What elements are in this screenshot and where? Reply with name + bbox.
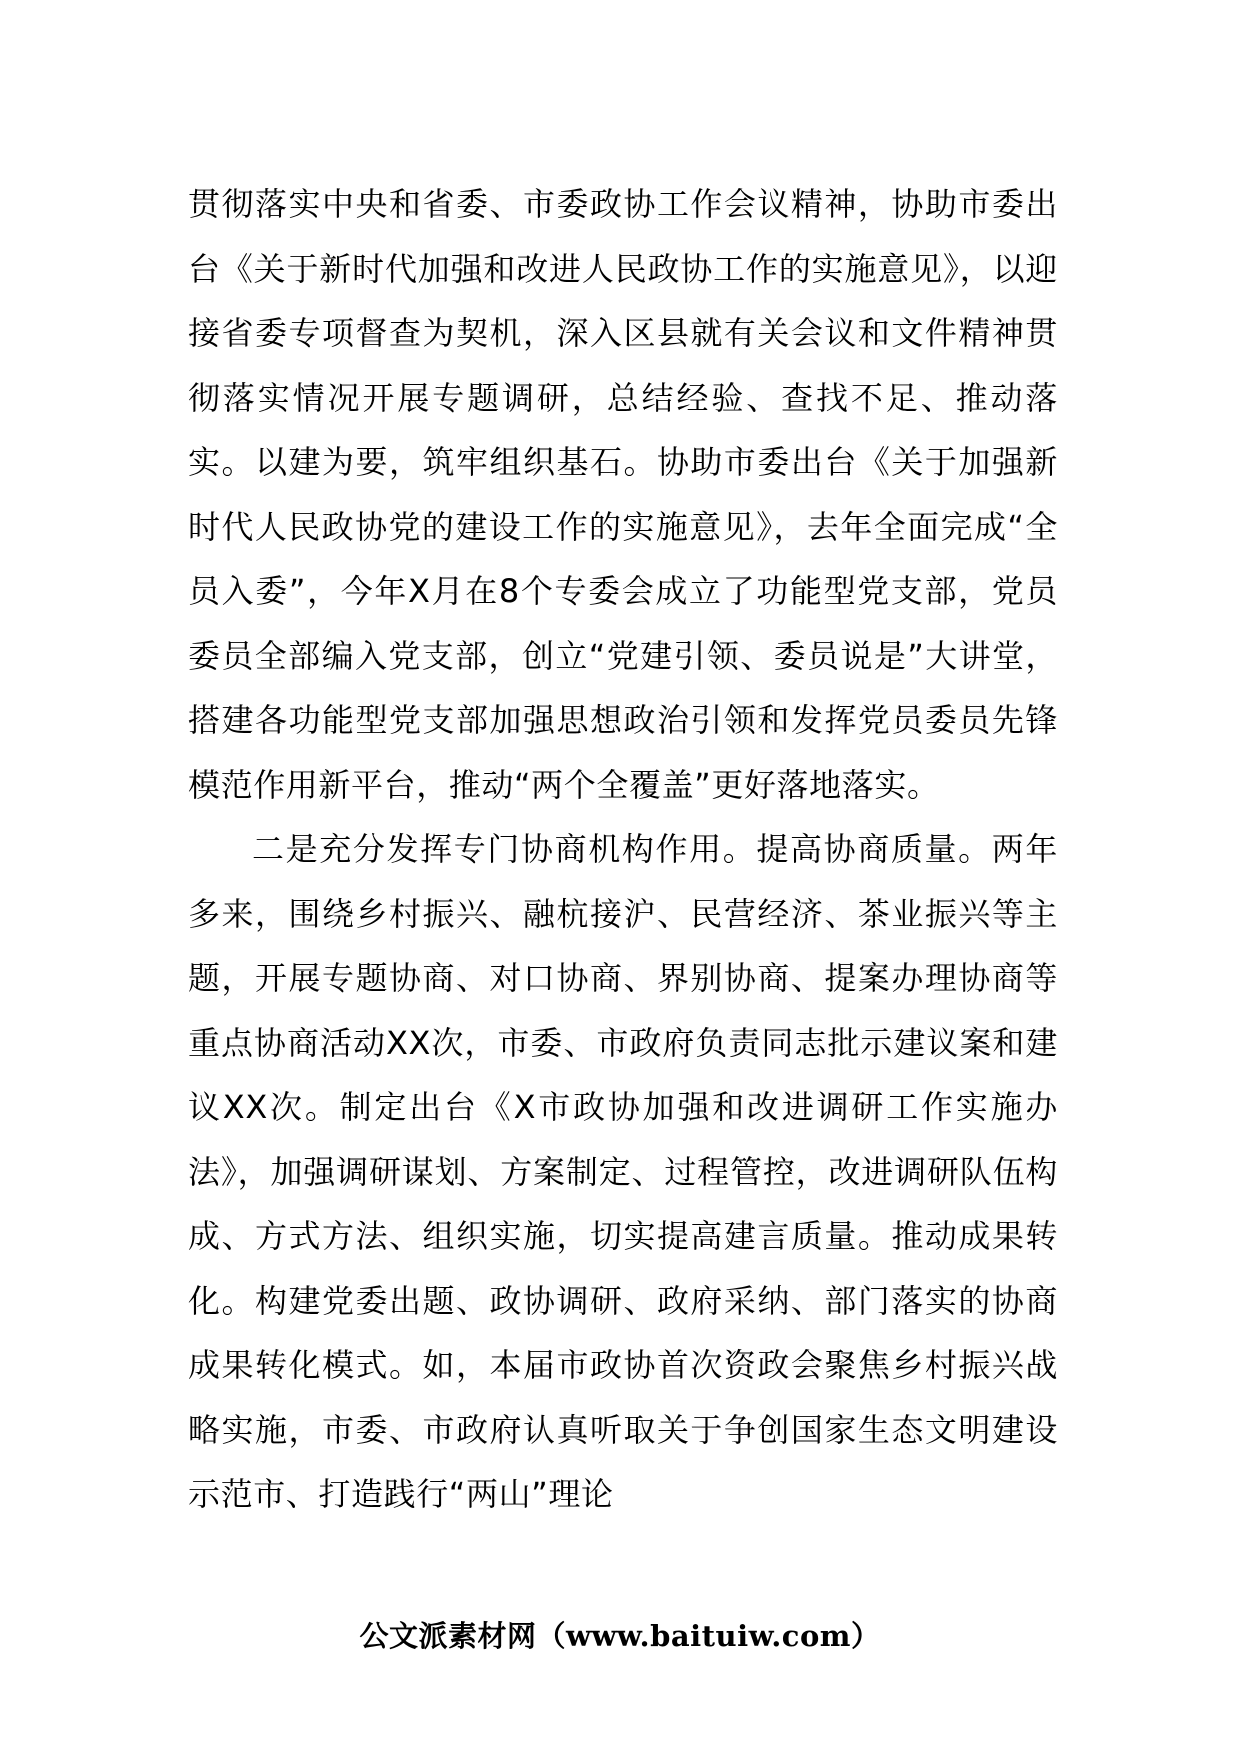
paragraph-1: 贯彻落实中央和省委、市委政协工作会议精神，协助市委出台《关于新时代加强和改进人民政协工作的实施意见》，以迎接省委专项督查为契机，深入区县就有关会议和文件精神贯彻落实情况开展专题调研，总结经验、查找不足、推动落实。以建为要，筑牢组织基石。协助市委出台《关于加强新时代人民政协党的建设工作的实施意见》，去年全面完成“全员入委”，今年X月在8个专委会成立了功能型党支部，党员委员全部编入党支部，创立“党建引领、委员说是”大讲堂，搭建各功能型党支部加强思想政治引领和发挥党员委员先锋模范作用新平台，推动“两个全覆盖”更好落地落实。 (188, 185, 1058, 804)
document-body (188, 172, 1058, 1527)
watermark-footer: 公文派素材网（www.baituiw.com） (359, 1619, 881, 1653)
paragraph-2: 二是充分发挥专门协商机构作用。提高协商质量。两年多来，围绕乡村振兴、融杭接沪、民营经济、茶业振兴等主题，开展专题协商、对口协商、界别协商、提案办理协商等重点协商活动XX次，市委、市政府负责同志批示建议案和建议XX次。制定出台《X市政协加强和改进调研工作实施办法》，加强调研谋划、方案制定、过程管控，改进调研队伍构成、方式方法、组织实施，切实提高建言质量。推动成果转化。构建党委出题、政协调研、政府采纳、部门落实的协商成果转化模式。如，本届市政协首次资政会聚焦乡村振兴战略实施，市委、市政府认真听取关于争创国家生态文明建设示范市、打造践行“两山”理论 (188, 830, 1058, 1513)
